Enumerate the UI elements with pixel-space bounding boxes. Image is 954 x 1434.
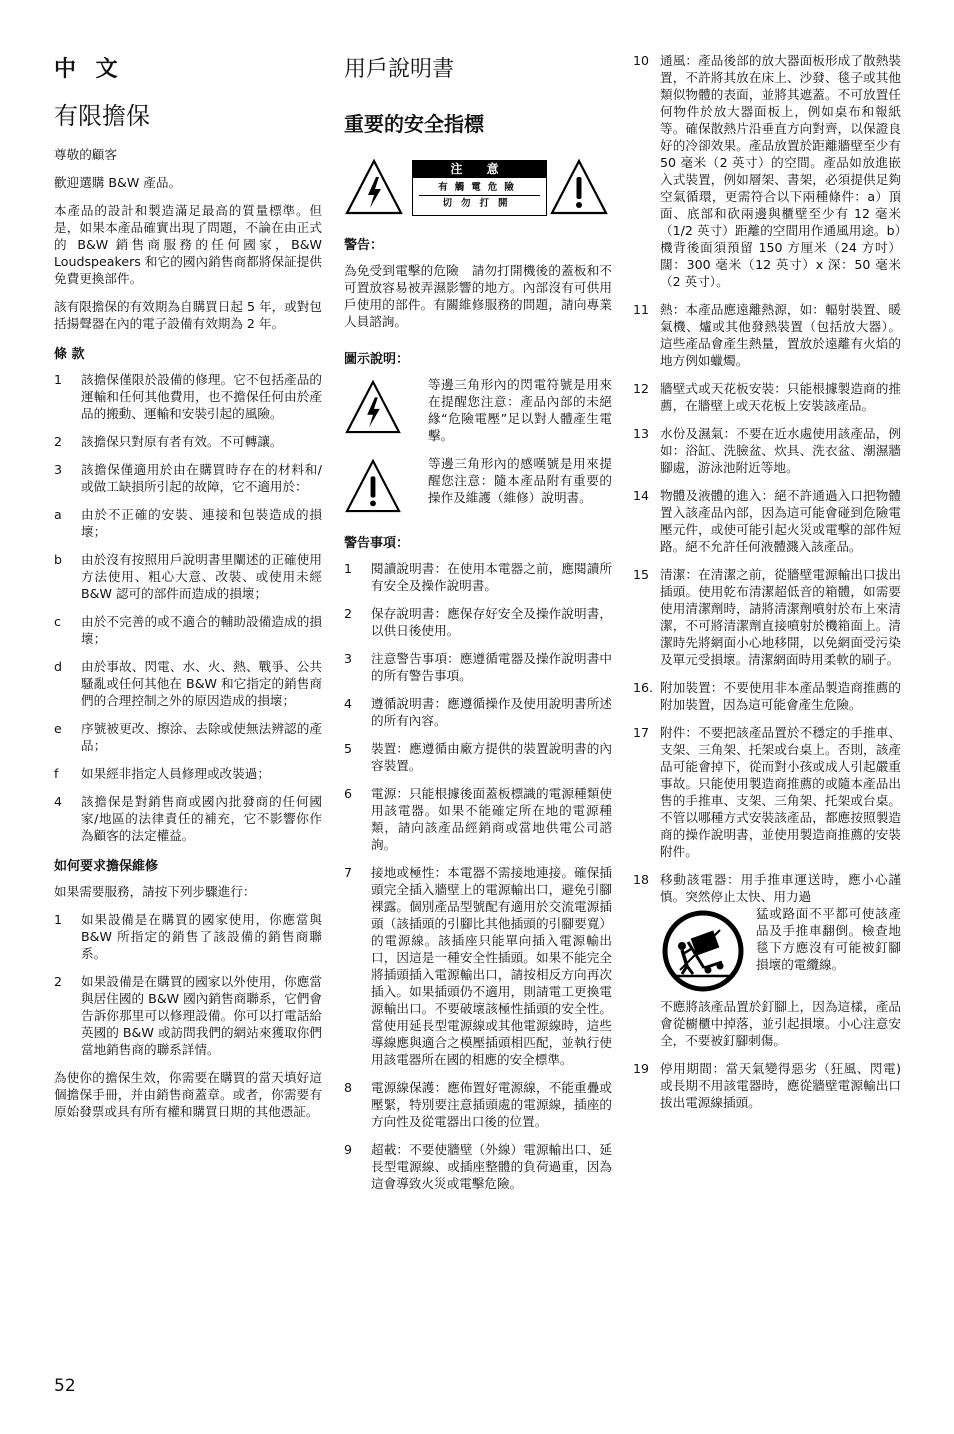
- caution-title: 注 意: [413, 161, 546, 178]
- language-heading: 中 文: [54, 57, 124, 82]
- terms-item: 3 該擔保僅適用於由在購買時存在的材料和/或做工缺損所引起的故障，它不適用於：: [54, 462, 322, 494]
- greeting: 尊敬的顧客: [54, 147, 117, 162]
- service-item: 2 如果設備是在購買的國家以外使用，你應當與居住國的 B&W 國內銷售商聯系，它們會告訴你那里可以修理設備。你可以打電話給英國的 B&W 或訪問我們的網站來獲取你們當地銷售商的聯系詳情。: [54, 974, 322, 1057]
- precautions-heading: 警告事項：: [344, 536, 410, 551]
- exclamation-symbol-icon: [344, 458, 402, 514]
- terms-item: f 如果經非指定人員修理或改裝過；: [54, 766, 270, 781]
- precaution-item-moving: 18 移動該電器：用手推車運送時，應小心謹慎。突然停止太快、用力過 猛或路面不平都可使該產品及手推車翻倒。檢查地毯下方應沒有可能被釘腳損壞的電纜線。: [633, 871, 901, 998]
- precaution-item: 8 電源線保護：應佈置好電源線，不能重疊或壓緊，特別要注意插頭處的電源線，插座的方向性及從電器出口後的位置。: [344, 1080, 612, 1129]
- precautions-list: [344, 560, 612, 1192]
- precaution-item: 16. 附加裝置：不要使用非本產品製造商推薦的附加裝置，因為這可能會產生危險。: [633, 680, 901, 712]
- symbol-exclamation-text: 等邊三角形內的感嘆號是用來提醒您注意：隨本產品附有重要的操作及維護（維修）說明書。: [428, 456, 612, 505]
- exclamation-warning-icon: [549, 158, 609, 216]
- symbol-exclamation-row: [344, 455, 612, 518]
- moving-beside-icon: 猛或路面不平都可使該產品及手推車翻倒。檢查地毯下方應沒有可能被釘腳損壞的電纜線。: [756, 906, 901, 972]
- precaution-item: 3 注意警告事項：應遵循電器及操作說明書中的所有警告事項。: [344, 651, 612, 683]
- terms-item: a 由於不正確的安裝、連接和包裝造成的損壞；: [54, 507, 322, 539]
- safety-body: [344, 234, 612, 1203]
- precaution-item: 10 通風：產品後部的放大器面板形成了散熱裝置，不許將其放在床上、沙發、毯子或其他類似物體的表面，並將其遮蓋。不可放置任何物件於放大器面板上，例如桌布和報紙等。確保散熱片沿垂直方向對齊，以保證良好的冷卻效果。產品放置於距離牆壁至少有 50 毫米（2 英寸）的空間。產品如放進嵌入式裝置，例如層架、書架，必須提供足夠空氣循環，更需符合以下兩種條件：a）頂面、底部和砍兩邊與櫃壁至少有 12 毫米（1/2 英寸）距離的空間用作通風用途。b）機背後面須預留 150 方厘米（24 方吋）闊：300 毫米（12 英寸）x 深：50 毫米（2 英寸）。: [633, 53, 901, 289]
- service-intro: 如果需要服務，請按下列步驟進行：: [54, 884, 256, 899]
- terms-item: 1 該擔保僅限於設備的修理。它不包括產品的運輸和任何其他費用，也不擔保任何由於產品的搬動、運輸和安裝引起的風險。: [54, 372, 322, 421]
- service-item: 1 如果設備是在購買的國家使用，你應當與 B&W 所指定的銷售了該設備的銷售商聯系。: [54, 912, 322, 961]
- terms-item: 4 該擔保是對銷售商或國內批發商的任何國家/地區的法律責任的補充，它不影響你作為顧客的法定權益。: [54, 794, 322, 843]
- welcome: 歡迎選購 B&W 產品。: [54, 175, 182, 190]
- precaution-item: 2 保存說明書：應保存好安全及操作說明書，以供日後使用。: [344, 606, 612, 638]
- terms-item: c 由於不完善的或不適合的輔助設備造成的損壞；: [54, 614, 322, 646]
- caution-panel: [344, 156, 612, 216]
- warranty-validity: 該有限擔保的有效期為自購買日起 5 年，或對包括揚聲器在內的電子設備有效期為 2 年。: [54, 299, 322, 331]
- precaution-item: 15 清潔：在清潔之前，從牆壁電源輸出口拔出插頭。使用乾布清潔超低音的箱體，如需要使用清潔劑時，請將清潔劑噴射於布上來清潔，不可將清潔劑直接噴射於機箱面上。清潔時先將網面小心地移開，以免網面受污染及單元受損壞。清潔網面時用柔軟的刷子。: [633, 567, 901, 667]
- moving-lead: 移動該電器：用手推車運送時，應小心謹慎。突然停止太快、用力過: [660, 872, 901, 904]
- service-heading: 如何要求擔保維修: [54, 859, 159, 874]
- symbol-lightning-row: [344, 376, 612, 444]
- warranty-heading: 有限擔保: [54, 102, 150, 130]
- precaution-item: 5 裝置：應遵循由廠方提供的裝置說明書的內容裝置。: [344, 741, 612, 773]
- warranty-intro: 本產品的設計和製造滿足最高的質量標準。但是，如果本產品確實出現了問題，不論在由正式的 B&W 銷售商服務的任何國家，B&W Loudspeakers 和它的國內銷售商都將保証提供免費更換部件。: [54, 203, 322, 286]
- terms-item: e 序號被更改、擦涂、去除或使無法辨認的產品；: [54, 721, 322, 753]
- precaution-item: 13 水份及濕氣：不要在近水處使用該產品，例如：浴缸、洗臉盆、炊具、洗衣盆、潮濕牆腳處，游泳池附近等地。: [633, 426, 901, 475]
- precaution-item: 1 閱讀說明書：在使用本電器之前，應閱讀所有安全及操作說明書。: [344, 561, 612, 593]
- cart-warning-row: [660, 905, 901, 998]
- terms-heading: 條 款: [54, 347, 85, 362]
- warning-heading: 警告：: [344, 238, 384, 253]
- warranty-body: [54, 146, 322, 1131]
- page-number: 52: [54, 1376, 76, 1396]
- precaution-item: 11 熱：本產品應遠離熱源，如：輻射裝置、暖氣機、爐或其他發熱裝置（包括放大器）。這些產品會產生熱量，置放於遠離有火焰的地方例如蠟燭。: [633, 302, 901, 368]
- safety-heading: 重要的安全指標: [344, 112, 484, 136]
- terms-item: b 由於沒有按照用戶說明書里闡述的正確使用方法使用、粗心大意、改裝、或使用未經 B&W 認可的部件而造成的損壞；: [54, 552, 322, 601]
- precaution-item: 19 停用期間：當天氣變得惡劣（狂風、閃電)或長期不用該電器時，應從牆壁電源輸出口拔出電源線插頭。: [633, 1061, 901, 1110]
- precaution-item: 7 接地或極性：本電器不需接地連接。確保插頭完全插入牆壁上的電源輸出口，避免引腳裸露。個別產品型號配有適用於交流電源插頭（該插頭的引腳比其他插頭的引腳要寬）的電源線。該插座只能單向插入電源輸出口，因這是一種安全性插頭。如果不能完全將插頭插入電源輸出口，請按相反方向再次插入。如果插頭仍不適用，則請電工更換電源輸出口。不要破壞該極性插頭的安全性。當使用延長型電源線或其他電源線時，這些導線應與適合之模壓插頭相匹配，並執行使用該電器所在國的相應的安全標準。: [344, 865, 612, 1067]
- cart-tipover-warning-icon: [660, 908, 746, 994]
- precaution-item: 14 物體及液體的進入：絕不許通過入口把物體置入該產品內部，因為這可能會碰到危險電壓元件，或使可能引起火災或電擊的部件短路。絕不允許任何液體濺入該產品。: [633, 488, 901, 554]
- precaution-item: 6 電源：只能根據後面蓋板標識的電源種類使用該電器。如果不能確定所在地的電源種類，請向該產品經銷商或當地供電公司諮詢。: [344, 786, 612, 852]
- terms-item: 2 該擔保只對原有者有效。不可轉讓。: [54, 434, 283, 449]
- precaution-item: 4 遵循說明書：應遵循操作及使用說明書所述的所有內容。: [344, 696, 612, 728]
- safety-continued-body: [633, 52, 901, 1122]
- symbol-lightning-text: 等邊三角形內的閃電符號是用來在提醒您注意：產品內部的未絕緣“危險電壓”足以對人體產生電擊。: [428, 377, 612, 443]
- symbols-heading: 圖示說明：: [344, 352, 410, 367]
- manual-heading: 用戶說明書: [344, 57, 455, 82]
- terms-list: [54, 371, 322, 844]
- warning-text: 為免受到電擊的危險 請勿打開機後的蓋板和不可置放容易被弄濕影響的地方。內部沒有可供用戶使用的部件。有關維修服務的問題，請向專業人員諮詢。: [344, 263, 612, 329]
- caution-label: [412, 160, 547, 216]
- closing-paragraph: 為使你的擔保生效，你需要在購買的當天填好這個擔保手冊，并由銷售商蓋章。或者，你需要有原始發票或具有所有權和購買日期的其他憑証。: [54, 1070, 322, 1119]
- lightning-symbol-icon: [344, 379, 402, 435]
- caution-line2: 切勿打開: [442, 198, 517, 209]
- precaution-item: 12 牆壁式或天花板安裝：只能根據製造商的推薦，在牆壁上或天花板上安裝該產品。: [633, 381, 901, 413]
- moving-tail: 不應將該產品置於釘腳上，因為這樣，產品會從櫥櫃中掉落，並引起損壞。小心注意安全，不要被釘腳刺傷。: [660, 999, 901, 1048]
- terms-item: d 由於事故、閃電、水、火、熱、戰爭、公共騷亂或任何其他在 B&W 和它指定的銷售商們的合理控制之外的原因造成的損壞；: [54, 659, 322, 708]
- caution-line1: 有觸電危險: [419, 180, 540, 196]
- precaution-item: 9 超載：不要使牆壁（外線）電源輸出口、延長型電源線、或插座整體的負荷過重，因為這會導致火災或電擊危險。: [344, 1142, 612, 1191]
- precaution-item: 17 附件：不要把該產品置於不穩定的手推車、支架、三角架、托架或台桌上。否則，該產品可能會掉下，從而對小孩或成人引起嚴重事故。只能使用製造商推薦的或隨本產品出售的手推車、支架、三角架、托架或台桌。不管以哪種方式安裝該產品，都應按照製造商的操作說明書，並使用製造商推薦的安裝附件。: [633, 725, 901, 859]
- lightning-warning-icon: [344, 158, 404, 216]
